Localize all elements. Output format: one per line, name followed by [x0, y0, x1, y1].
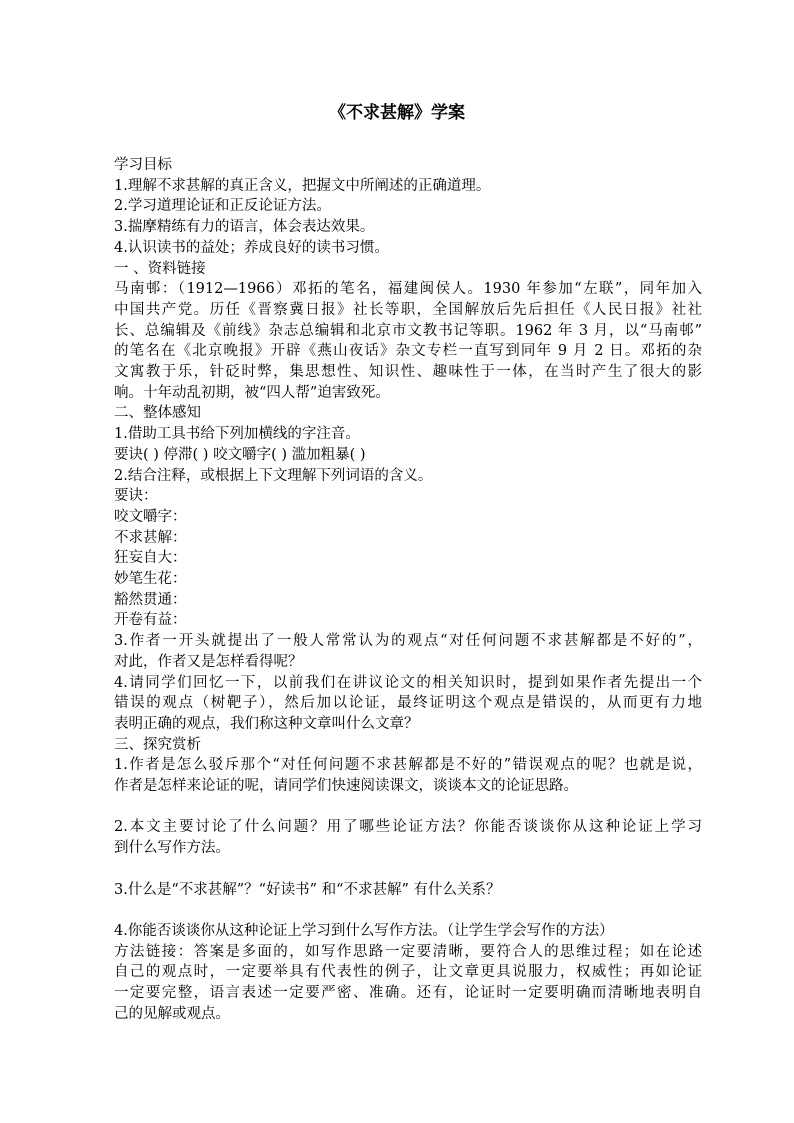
explore-4: 4.你能否谈谈你从这种论证上学习到什么写作方法。（让学生学会写作的方法） — [114, 922, 614, 939]
explore-1-line: 1.作者是怎么驳斥那个“对任何问题不求甚解都是不好的”错误观点的呢？也就是说， — [114, 757, 702, 774]
term-item: 开卷有益： — [114, 612, 187, 629]
overview-heading: 二、整体感知 — [114, 405, 201, 422]
method-line: 己的见解或观点。 — [114, 1005, 230, 1022]
explore-2-line: 2.本文主要讨论了什么问题？用了哪些论证方法？你能否谈谈你从这种论证上学习 — [114, 819, 702, 836]
question-3-line: 对此，作者又是怎样看得呢？ — [114, 653, 303, 670]
explore-2-line: 到什么写作方法。 — [114, 840, 230, 857]
term-item: 豁然贯通： — [114, 591, 187, 608]
goal-item: 1.理解不求甚解的真正含义，把握文中所阐述的正确道理。 — [114, 177, 491, 194]
page-title: 《不求甚解》学案 — [329, 103, 465, 123]
question-3-line: 3.作者一开头就提出了一般人常常认为的观点“对任何问题不求甚解都是不好的”， — [114, 633, 702, 650]
goal-item: 3.揣摩精练有力的语言，体会表达效果。 — [114, 219, 375, 236]
spacer — [114, 797, 702, 818]
spacer — [114, 859, 702, 880]
term-item: 要诀： — [114, 488, 158, 505]
question-1: 1.借助工具书给下列加横线的字注音。 — [114, 426, 360, 443]
materials-line: 马南邨：（1912—1966）邓拓的笔名，福建闽侯人。1930 年参加“左联”，同年加入 — [114, 281, 702, 298]
term-item: 妙笔生花： — [114, 571, 187, 588]
materials-line: 响。十年动乱初期，被“四人帮”迫害致死。 — [114, 384, 390, 401]
materials-line: 长、总编辑及《前线》杂志总编辑和北京市文教书记等职。1962 年 3 月，以“马南邨” — [114, 322, 702, 339]
materials-line: 的笔名在《北京晚报》开辟《燕山夜话》杂文专栏一直写到同年 9 月 2 日。邓拓的杂 — [114, 343, 702, 360]
question-4-line: 4.请同学们回忆一下，以前我们在讲议论文的相关知识时，提到如果作者先提出一个 — [114, 674, 702, 691]
term-item: 咬文嚼字： — [114, 508, 187, 525]
explore-1-line: 作者是怎样来论证的呢，请同学们快速阅读课文，谈谈本文的论证思路。 — [114, 778, 578, 795]
materials-line: 中国共产党。历任《晋察冀日报》社长等职，全国解放后先后担任《人民日报》社社 — [114, 301, 702, 318]
method-line: 方法链接：答案是多面的，如写作思路一定要清晰，要符合人的思维过程；如在论述 — [114, 943, 702, 960]
question-1-items: 要诀( ) 停滞( ) 咬文嚼字( ) 滥加粗暴( ) — [114, 446, 366, 463]
goal-item: 4.认识读书的益处；养成良好的读书习惯。 — [114, 239, 389, 256]
materials-heading: 一 、资料链接 — [114, 260, 206, 277]
spacer — [114, 900, 702, 921]
term-item: 不求甚解： — [114, 529, 187, 546]
materials-line: 文寓教于乐，针砭时弊，集思想性、知识性、趣味性于一体，在当时产生了很大的影 — [114, 364, 702, 381]
explore-3: 3.什么是“不求甚解”？“好读书” 和“不求甚解” 有什么关系？ — [114, 881, 501, 898]
term-item: 狂妄自大： — [114, 550, 187, 567]
question-4-line: 表明正确的观点，我们称这种文章叫什么文章？ — [114, 715, 419, 732]
goals-heading: 学习目标 — [114, 157, 172, 173]
document-body — [114, 155, 702, 1024]
question-4-line: 错误的观点（树靶子），然后加以论证，最终证明这个观点是错误的，从而更有力地 — [114, 695, 702, 712]
explore-heading: 三、探究赏析 — [114, 736, 201, 753]
method-line: 自己的观点时，一定要举具有代表性的例子，让文章更具说服力，权威性；再如论证 — [114, 964, 702, 981]
goal-item: 2.学习道理论证和正反论证方法。 — [114, 198, 331, 215]
method-line: 一定要完整，语言表述一定要严密、准确。还有，论证时一定要明确而清晰地表明自 — [114, 985, 702, 1002]
question-2: 2.结合注释，或根据上下文理解下列词语的含义。 — [114, 467, 433, 484]
